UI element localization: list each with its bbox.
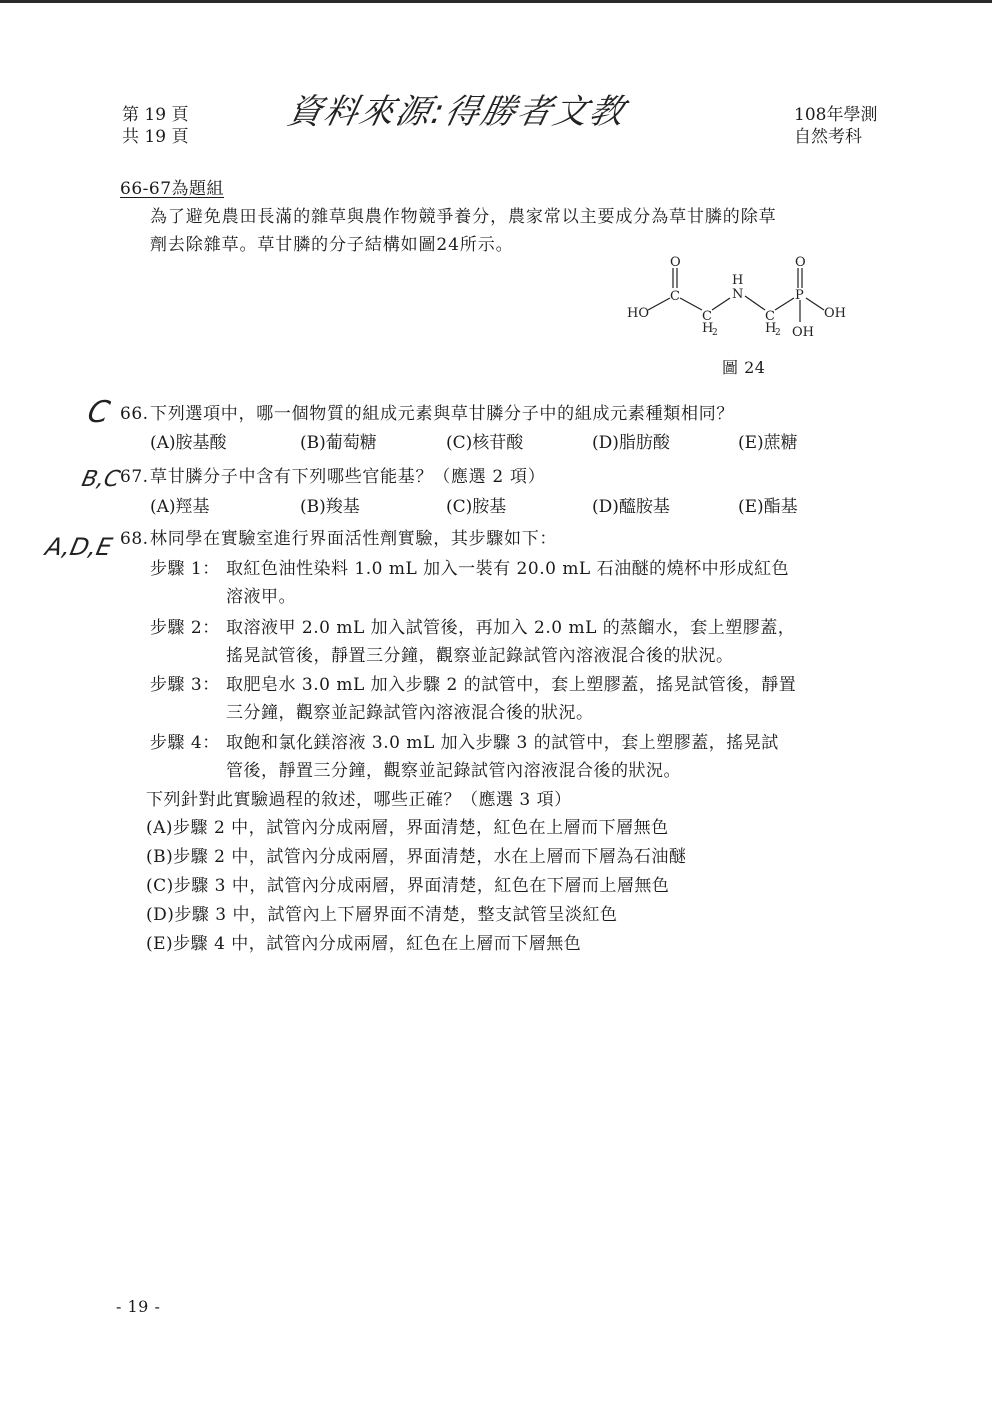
step-4-label: 步驟 4： [150,733,220,753]
step-2-line2: 搖晃試管後，靜置三分鐘，觀察並記錄試管內溶液混合後的狀況。 [226,646,734,666]
q67-option-d: (D)醯胺基 [592,497,670,517]
atom-ho: HO [627,306,649,321]
q67-option-b: (B)羧基 [300,497,360,517]
q66-option-b: (B)葡萄糖 [300,433,377,453]
atom-n: N [732,287,744,302]
handwritten-source-note: 資料來源:得勝者文教 [283,92,630,132]
total-pages-line: 共 19 頁 [122,127,189,147]
step-3-label: 步驟 3： [150,675,220,695]
atom-h-methylene-2: H [765,321,777,336]
step-1-label: 步驟 1： [150,559,220,579]
atom-oh-right: OH [824,306,846,321]
atom-o-phosphoryl: O [795,255,806,270]
atom-h-methylene-1: H [702,321,714,336]
exam-subject: 自然考科 [794,127,862,147]
q66-option-a: (A)胺基酸 [150,433,227,453]
group-intro-line2: 劑去除雜草。草甘膦的分子結構如圖24所示。 [150,235,514,255]
q67-option-c: (C)胺基 [446,497,507,517]
subscript-2-b: 2 [775,328,781,338]
q68-option-d: (D)步驟 3 中，試管內上下層界面不清楚，整支試管呈淡紅色 [146,905,618,925]
step-4-line1: 取飽和氯化鎂溶液 3.0 mL 加入步驟 3 的試管中，套上塑膠蓋，搖晃試 [226,733,779,753]
q68-option-e: (E)步驟 4 中，試管內分成兩層，紅色在上層而下層無色 [146,934,582,954]
exam-year: 108年學測 [794,105,878,125]
step-4-line2: 管後，靜置三分鐘，觀察並記錄試管內溶液混合後的狀況。 [226,761,681,781]
question-67-stem: 草甘膦分子中含有下列哪些官能基？（應選 2 項） [150,467,546,487]
question-68-stem: 林同學在實驗室進行界面活性劑實驗，其步驟如下： [150,529,558,549]
question-66-number: 66. [120,404,149,424]
group-intro-line1: 為了避免農田長滿的雜草與農作物競爭養分，農家常以主要成分為草甘膦的除草 [150,207,777,227]
atom-p: P [795,288,804,303]
footer-page-number: - 19 - [116,1297,161,1316]
subscript-2-a: 2 [712,328,718,338]
step-1-line1: 取紅色油性染料 1.0 mL 加入一裝有 20.0 mL 石油醚的燒杯中形成紅色 [226,559,790,579]
question-68-number: 68. [120,529,149,549]
page-top-border [0,0,992,3]
glyphosate-structure-diagram [620,248,860,348]
atom-c-methylene-1: C [702,309,712,324]
atom-h-amine: H [732,273,744,288]
atom-c-carboxyl: C [670,289,680,304]
q66-option-c: (C)核苷酸 [446,433,524,453]
atom-c-methylene-2: C [765,309,775,324]
q66-option-e: (E)蔗糖 [738,433,798,453]
q68-option-b: (B)步驟 2 中，試管內分成兩層，界面清楚，水在上層而下層為石油醚 [146,847,687,867]
step-3-line2: 三分鐘，觀察並記錄試管內溶液混合後的狀況。 [226,703,594,723]
atom-oh-bottom: OH [792,325,814,340]
page-number-line: 第 19 頁 [122,105,189,125]
handwritten-answer-66: C [84,395,113,430]
atom-o-carbonyl: O [670,255,681,270]
q66-option-d: (D)脂肪酸 [592,433,670,453]
step-2-label: 步驟 2： [150,618,220,638]
q68-option-a: (A)步驟 2 中，試管內分成兩層，界面清楚，紅色在上層而下層無色 [146,818,669,838]
step-2-line1: 取溶液甲 2.0 mL 加入試管後，再加入 2.0 mL 的蒸餾水，套上塑膠蓋， [226,618,796,638]
question-group-label: 66-67為題組 [120,179,225,199]
q67-option-e: (E)酯基 [738,497,798,517]
q67-option-a: (A)羥基 [150,497,210,517]
q68-option-c: (C)步驟 3 中，試管內分成兩層，界面清楚，紅色在下層而上層無色 [146,876,670,896]
step-1-line2: 溶液甲。 [226,587,296,607]
step-3-line1: 取肥皂水 3.0 mL 加入步驟 2 的試管中，套上塑膠蓋，搖晃試管後，靜置 [226,675,797,695]
question-68-prompt: 下列針對此實驗過程的敘述，哪些正確？（應選 3 項） [146,790,572,810]
question-67-number: 67. [120,467,149,487]
figure-caption: 圖 24 [722,358,766,377]
handwritten-answer-68: A,D,E [43,533,115,561]
handwritten-answer-67: B,C [79,467,123,492]
question-66-stem: 下列選項中，哪一個物質的組成元素與草甘膦分子中的組成元素種類相同？ [150,404,735,424]
